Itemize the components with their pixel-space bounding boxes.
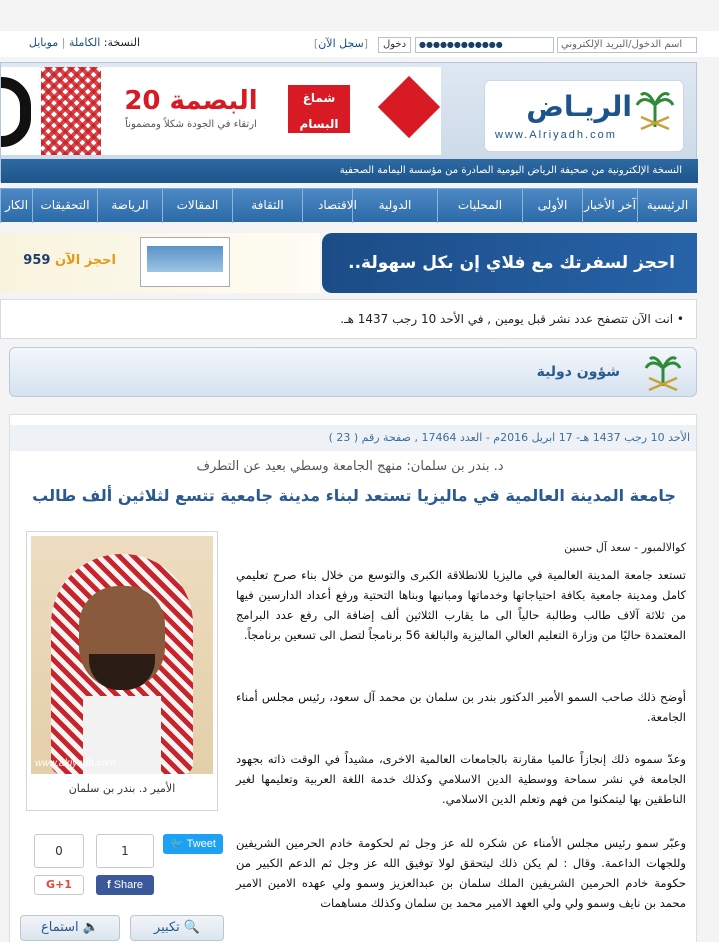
tweet-label: Tweet	[186, 838, 216, 850]
zoom-button[interactable]	[130, 915, 224, 941]
shemagh-pattern-icon	[41, 67, 101, 155]
gplus-count: 0	[34, 834, 84, 868]
ad-cta: احجز الآن	[54, 253, 116, 268]
nav-item-investigations[interactable]: التحقيقات	[32, 189, 97, 223]
section-title: شؤون دولية	[536, 364, 620, 380]
ad-title: البصمة 20	[124, 86, 258, 116]
photo-watermark: www.alriyadh.com	[35, 758, 116, 769]
article-kicker: د. بندر بن سلمان: منهج الجامعة وسطي بعيد عن التطرف	[196, 459, 504, 474]
nav-item-international[interactable]: الدولية	[352, 189, 437, 223]
nav-item-home[interactable]: الرئيسية	[637, 189, 697, 223]
nav-item-articles[interactable]: المقالات	[162, 189, 232, 223]
article-paragraph: تستعد جامعة المدينة العالمية في ماليزيا للانطلاقة الكبرى والتوسع من خلال بناء صرح تعليمي كامل ومدينة جامعية بكافة احتياجاتها وخدماتها ومبانيها وبناها التحتية ورفع أعداد الدارسين فيها من ثلاثة آلاف طالب وطالبة حالياً الى ما يقارب الثلاثين ألف إضافة الى رفع عدد البرامج المعتمدة حاليًا من وزارة التعليم العالي الماليزية والبالغة 56 برنامجاً لتصل الى تسعين برنامجاً.	[236, 568, 686, 642]
logo-text: الريـاض	[526, 90, 632, 123]
portrait-image	[31, 536, 213, 774]
username-input[interactable]	[557, 37, 697, 53]
ad-laptop-graphic	[140, 237, 230, 287]
logo-url: www.Alriyadh.com	[495, 129, 617, 141]
article-meta: الأحد 10 رجب 1437 هـ- 17 ابريل 2016م - العدد 17464 , صفحة رقم ( 23 )	[10, 425, 696, 451]
username-placeholder: اسم الدخول/البريد الإلكتروني	[561, 39, 683, 50]
article-card	[9, 414, 697, 942]
ad-brand-tag: جودة تدليها	[300, 139, 338, 148]
listen-label: استماع	[41, 920, 79, 935]
nav-item-sports[interactable]: الرياضة	[97, 189, 162, 223]
password-input[interactable]	[415, 37, 554, 53]
article-paragraph: وعبّر سمو رئيس مجلس الأمناء عن شكره لله عز وجل ثم لحكومة خادم الحرمين الشريفين وللجهات الداعمة. وقال : لم يكن ذلك ليتحقق لولا توفيق الله عز وجل ثم الدعم الكبير من حكومة خادم الحرمين الشريفين الملك سلمان بن عبدالعزيز وسمو ولي عهده الامين الامير محمد بن نايف وسمو ولي ولي العهد الامير محمد بن سلمان وكذلك مساهمات	[236, 836, 686, 910]
edition-full-link[interactable]: الكاملة	[68, 36, 101, 49]
facebook-icon: f	[106, 879, 111, 891]
nav-item-cartoon[interactable]: الكار	[0, 189, 32, 223]
article-paragraph: وعدّ سموه ذلك إنجازاً عالميا مقارنة بالجامعات العالمية الاخرى، مشيداً في الوقت ذاته بجهود الجامعة في نشر سماحة ووسطية الدين الاسلامي وكذلك خدمة اللغة العربية وتعليمها لغير الناطقين بها ليتمكنوا من فهم وتعلم الدين الاسلامي.	[236, 752, 686, 806]
edition-notice: • انت الآن تتصفح عدد نشر قبل يومين , في الأحد 10 رجب 1437 هـ.	[0, 299, 697, 339]
article-photo[interactable]	[26, 531, 218, 811]
site-header	[0, 62, 697, 182]
nav-item-economy[interactable]: الاقتصاد	[302, 189, 372, 223]
edition-switch	[0, 36, 140, 49]
edition-label: النسخة:	[103, 36, 140, 49]
photo-caption: الأمير د. بندر بن سلمان	[68, 782, 176, 795]
header-ad-banner[interactable]	[1, 67, 441, 155]
ad-title-block	[111, 85, 271, 133]
edition-mobile-link[interactable]: موبايل	[28, 36, 59, 49]
ad-diamond-icon	[378, 76, 440, 138]
speaker-icon: 🔈	[82, 920, 99, 935]
tweet-button[interactable]	[163, 834, 223, 854]
site-logo[interactable]	[484, 80, 684, 152]
login-button[interactable]	[378, 37, 411, 53]
zoom-label: تكبير	[153, 920, 180, 935]
edition-separator: |	[61, 36, 66, 49]
ad-cta-line	[6, 253, 116, 268]
magnifier-icon: 🔍	[183, 920, 201, 935]
facebook-label: Share	[113, 879, 144, 891]
nav-item-culture[interactable]: الثقافة	[232, 189, 302, 223]
ad-zero-graphic	[1, 67, 41, 155]
ad-message: احجز لسفرتك مع فلاي إن بكل سهولة..	[322, 233, 697, 293]
login-label: دخول	[382, 39, 407, 50]
password-dots: ●●●●●●●●●●●●	[419, 40, 503, 49]
nav-item-latest[interactable]: آخر الأخبار	[582, 189, 637, 223]
tweet-count: 1	[96, 834, 154, 868]
listen-button[interactable]	[20, 915, 120, 941]
palm-swords-icon	[635, 87, 675, 133]
gplus-button[interactable]: G+1	[34, 875, 84, 895]
ad-brand-badge	[288, 85, 350, 148]
article-headline: جامعة المدينة العالمية في ماليزيا تستعد لبناء مدينة جامعية تتسع لثلاثين ألف طالب	[32, 486, 676, 505]
article-byline: كوالالمبور - سعد آل حسين	[564, 541, 686, 554]
nav-item-first[interactable]: الأولى	[522, 189, 582, 223]
ad-phone: 959	[23, 253, 51, 268]
ad-brand: شماغ البسام	[299, 91, 339, 131]
register-link[interactable]: [سجل الآن]	[313, 37, 369, 50]
main-nav	[0, 188, 697, 222]
nav-item-local[interactable]: المحليات	[437, 189, 522, 223]
palm-swords-icon	[642, 352, 684, 394]
register-label: سجل الآن	[318, 37, 364, 50]
ad-subtitle: ارتقاء في الجودة شكلاً ومضموناً	[125, 119, 257, 130]
facebook-share-button[interactable]	[96, 875, 154, 895]
flynas-ad-banner[interactable]	[0, 233, 697, 293]
article-paragraph: أوضح ذلك صاحب السمو الأمير الدكتور بندر بن سلمان بن محمد آل سعود، رئيس مجلس أمناء الجامعة.	[236, 690, 686, 724]
section-header	[9, 347, 697, 397]
twitter-icon: 🐦	[170, 838, 184, 850]
top-login-bar	[0, 31, 719, 57]
header-strap: النسخة الإلكترونية من صحيفة الرياض اليومية الصادرة من مؤسسة اليمامة الصحفية	[1, 159, 698, 183]
ad-left-panel	[0, 233, 320, 293]
